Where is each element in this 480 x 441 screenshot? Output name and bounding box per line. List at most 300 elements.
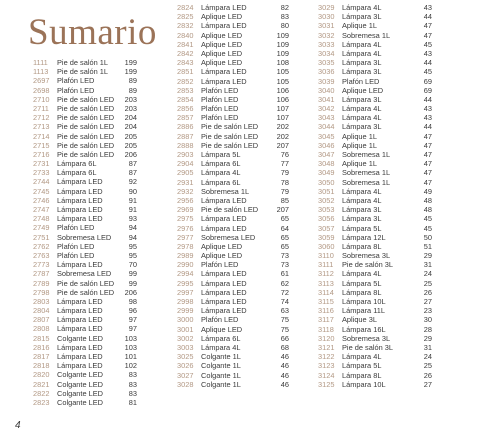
entry-code: 2853 [177,85,194,95]
entry-page: 26 [423,370,432,380]
entry-code: 2698 [33,85,50,95]
entry-name: Lámpara LED [201,3,247,12]
entry-name: Sobremesa 1L [342,168,391,178]
entry-page: 44 [423,94,432,104]
entry-name: Lámpara LED [57,260,103,270]
entry-page: 65 [280,232,289,242]
entry-name: Plafón LED [201,94,239,104]
entry-page: 69 [423,85,432,95]
entry-name: Lámpara LED [57,177,103,187]
entry-code: 2841 [177,39,194,49]
entry-name: Lámpara 5L [201,150,241,159]
entry-name: Lámpara LED [57,296,103,306]
entry-code: 2815 [33,333,50,343]
entry-page: 75 [280,315,289,325]
entry-page: 105 [276,67,289,77]
entry-page: 109 [276,30,289,40]
entry-page: 29 [423,333,432,343]
entry-code: 2745 [33,186,50,196]
entry-page: 91 [128,195,137,205]
entry-code: 2932 [177,186,194,196]
entry-code: 2887 [177,131,194,141]
entry-code: 3045 [318,131,335,141]
entry-page: 206 [124,287,137,297]
entry-page: 69 [423,76,432,86]
entry-name: Pie de salón LED [57,287,115,297]
entry-code: 2747 [33,205,50,214]
entry-code: 3040 [318,85,335,95]
entry-name: Aplique 1L [342,140,377,150]
entry-name: Lámpara LED [57,342,103,352]
entry-page: 47 [423,131,432,141]
entry-name: Lámpara 6L [201,333,241,343]
entry-code: 2787 [33,269,50,279]
entry-name: Lámpara 3L [342,205,382,215]
entry-page: 31 [423,260,432,270]
entry-page: 30 [423,315,432,325]
entry-page: 95 [128,241,137,251]
entry-name: Aplique LED [201,251,243,261]
entry-name: Sobremesa 1L [201,186,250,196]
entry-code: 2852 [177,76,194,86]
entry-page: 99 [128,278,137,288]
entry-code: 2713 [33,122,50,132]
entry-name: Colgante LED [57,397,104,407]
entry-code: 3120 [318,333,335,343]
entry-page: 29 [423,251,432,261]
entry-code: 3033 [318,39,335,49]
entry-page: 45 [423,223,432,233]
entry-code: 2851 [177,67,194,77]
entry-code: 2824 [177,3,194,12]
entry-name: Pie de salón LED [57,278,115,288]
entry-name: Lámpara 5L [342,278,382,288]
entry-name: Lámpara 4L [342,39,382,49]
entry-page: 73 [280,260,289,270]
entry-page: 107 [276,113,289,123]
entry-code: 3042 [318,104,335,114]
entry-page: 199 [124,58,137,67]
entry-page: 205 [124,140,137,150]
entry-name: Lámpara 4L [201,342,241,352]
entry-page: 107 [276,104,289,114]
entry-code: 2711 [33,103,49,113]
entry-name: Pie de salón LED [57,140,115,150]
entry-page: 203 [124,103,137,113]
entry-code: 2731 [33,159,50,169]
entry-page: 101 [124,352,137,361]
entry-name: Plafón LED [57,223,95,233]
entry-page: 81 [128,397,137,407]
entry-page: 70 [128,260,137,270]
entry-code: 3029 [318,3,335,12]
entry-code: 3039 [318,76,335,86]
entry-code: 2989 [177,251,194,261]
entry-name: Pie de salón 3L [342,342,393,352]
entry-page: 46 [280,370,289,380]
entry-code: 2789 [33,278,50,288]
entry-name: Aplique LED [201,12,243,22]
entry-page: 24 [423,352,432,362]
entry-page: 95 [128,250,137,260]
entry-page: 47 [423,30,432,40]
entry-code: 2905 [177,168,194,178]
entry-name: Lámpara LED [201,223,247,233]
entry-code: 2748 [33,214,50,224]
entry-page: 46 [280,379,289,389]
entry-page: 97 [128,324,137,334]
entry-code: 3117 [318,315,334,325]
entry-code: 2995 [177,278,194,288]
entry-name: Sobremesa 3L [342,333,391,343]
entry-name: Lámpara 4L [201,168,241,178]
entry-page: 48 [423,205,432,215]
entry-page: 83 [128,379,137,389]
entry-code: 2715 [33,140,50,150]
entry-name: Colgante 1L [201,352,241,362]
entry-name: Plafón LED [57,76,95,86]
entry-name: Pie de salón LED [201,131,259,141]
entry-name: Aplique 1L [342,159,377,169]
entry-page: 202 [276,122,289,132]
entry-page: 45 [423,214,432,224]
entry-page: 31 [423,342,432,352]
entry-page: 90 [128,186,137,196]
entry-code: 3123 [318,361,335,371]
entry-code: 2820 [33,370,50,380]
entry-name: Aplique LED [201,48,243,58]
entry-code: 2857 [177,113,194,123]
entry-name: Colgante LED [57,333,104,343]
entry-page: 43 [423,104,432,114]
entry-page: 47 [423,140,432,150]
entry-name: Sobremesa LED [57,232,112,242]
entry-page: 203 [124,94,137,104]
entry-name: Pie de salón 1L [57,58,108,67]
entry-name: Lámpara 6L [201,159,241,169]
entry-page: 46 [280,361,289,371]
page-number: 4 [15,420,21,431]
entry-name: Pie de salón LED [57,103,115,113]
entry-code: 2931 [177,177,194,187]
entry-name: Colgante 1L [201,370,241,380]
entry-page: 65 [280,241,289,251]
entry-name: Lámpara 5L [342,223,382,233]
entry-page: 50 [423,232,432,242]
entry-code: 3000 [177,315,194,325]
entry-name: Lámpara 8L [342,241,382,251]
entry-name: Lámpara LED [201,287,247,297]
entry-code: 2888 [177,140,194,150]
entry-page: 49 [423,186,432,196]
entry-name: Lámpara LED [201,76,247,86]
entry-code: 2762 [33,241,50,251]
entry-code: 3056 [318,214,335,224]
entry-code: 3060 [318,241,335,251]
entry-page: 23 [423,306,432,316]
entry-code: 3111 [318,260,334,270]
entry-code: 2804 [33,306,50,316]
entry-code: 2798 [33,287,50,297]
entry-name: Lámpara LED [201,306,247,316]
entry-name: Colgante 1L [201,361,241,371]
entry-code: 2998 [177,297,194,306]
entry-name: Plafón LED [57,241,95,251]
entry-name: Lámpara 16L [342,324,386,334]
entry-name: Aplique LED [201,30,243,40]
entry-page: 82 [280,3,289,12]
entry-name: Pie de salón LED [57,122,115,132]
entry-name: Pie de salón LED [201,122,259,132]
entry-page: 91 [128,205,137,214]
entry-name: Sobremesa LED [57,269,112,279]
entry-name: Lámpara 6L [57,168,97,178]
entry-page: 72 [280,287,289,297]
entry-code: 3025 [177,352,194,362]
entry-page: 109 [276,48,289,58]
entry-name: Sobremesa 1L [342,150,391,159]
entry-name: Sobremesa LED [201,232,256,242]
entry-code: 2710 [33,94,50,104]
entry-code: 2823 [33,397,50,407]
entry-name: Lámpara 4L [342,113,382,123]
entry-code: 2886 [177,122,194,132]
entry-page: 207 [276,140,289,150]
entry-code: 3028 [177,379,194,389]
entry-code: 3003 [177,342,194,352]
entry-code: 2746 [33,195,50,205]
entry-name: Lámpara 6L [201,177,241,187]
entry-code: 3035 [318,58,335,68]
entry-page: 93 [128,214,137,224]
entry-page: 109 [276,39,289,49]
entry-name: Aplique 1L [342,131,377,141]
entry-code: 2956 [177,195,194,205]
entry-code: 2856 [177,104,194,114]
entry-name: Lámpara LED [57,315,103,325]
entry-name: Lámpara 3L [342,58,382,68]
entry-code: 2712 [33,113,50,123]
entry-page: 63 [280,306,289,316]
entry-page: 83 [280,12,289,22]
entry-page: 87 [128,168,137,178]
entry-page: 92 [128,177,137,187]
entry-code: 2832 [177,21,194,31]
entry-name: Lámpara 4L [342,195,382,205]
entry-code: 1111 [33,58,48,67]
entry-code: 2903 [177,150,194,159]
entry-code: 2976 [177,223,194,233]
entry-name: Plafón LED [201,260,239,270]
entry-page: 47 [423,168,432,178]
entry-name: Aplique LED [201,324,243,334]
entry-page: 98 [128,296,137,306]
entry-name: Lámpara LED [57,324,103,334]
entry-code: 3115 [318,297,334,306]
entry-code: 3059 [318,232,335,242]
entry-name: Lámpara LED [57,195,103,205]
entry-page: 206 [124,149,137,159]
entry-code: 2821 [33,379,50,389]
entry-page: 68 [280,342,289,352]
entry-page: 103 [124,333,137,343]
entry-code: 2975 [177,214,194,224]
entry-name: Plafón LED [201,113,239,123]
entry-code: 2840 [177,30,194,40]
entry-code: 3041 [318,94,335,104]
entry-name: Lámpara LED [57,306,103,316]
entry-page: 47 [423,177,432,187]
entry-name: Lámpara 3L [342,94,382,104]
entry-page: 65 [280,214,289,224]
entry-code: 2714 [33,131,50,141]
entry-name: Lámpara 4L [342,3,382,12]
entry-code: 2825 [177,12,194,22]
entry-code: 3113 [318,278,334,288]
entry-name: Lámpara LED [57,186,103,196]
entry-page: 26 [423,287,432,297]
entry-page: 106 [276,85,289,95]
entry-page: 45 [423,67,432,77]
entry-page: 44 [423,12,432,22]
entry-name: Lámpara 8L [342,287,382,297]
entry-name: Plafón LED [342,76,380,86]
entry-name: Plafón LED [201,315,239,325]
entry-page: 97 [128,315,137,325]
entry-page: 25 [423,361,432,371]
entry-page: 47 [423,150,432,159]
entry-page: 85 [280,195,289,205]
entry-page: 73 [280,251,289,261]
entry-name: Lámpara 4L [342,48,382,58]
entry-code: 2697 [33,76,50,86]
entry-code: 3116 [318,306,334,316]
entry-code: 3051 [318,186,335,196]
entry-code: 2733 [33,168,50,178]
entry-code: 2822 [33,388,50,398]
entry-code: 3002 [177,333,194,343]
entry-page: 51 [423,241,432,251]
entry-code: 3114 [318,287,334,297]
entry-code: 2978 [177,241,194,251]
entry-page: 45 [423,39,432,49]
entry-page: 89 [128,76,137,86]
entry-code: 3047 [318,150,335,159]
entry-page: 61 [280,269,289,279]
entry-code: 3036 [318,67,335,77]
entry-page: 47 [423,21,432,31]
entry-page: 43 [423,48,432,58]
entry-code: 2763 [33,250,50,260]
entry-name: Lámpara 3L [342,122,382,132]
entry-page: 207 [276,205,289,215]
entry-name: Sobremesa 1L [342,177,391,187]
entry-name: Lámpara 3L [342,214,382,224]
entry-code: 2716 [33,149,50,159]
entry-code: 2818 [33,361,50,371]
entry-code: 3027 [177,370,194,380]
entry-page: 27 [423,379,432,389]
entry-name: Sobremesa 3L [342,251,391,261]
entry-code: 2808 [33,324,50,334]
entry-code: 3110 [318,251,334,261]
entry-code: 3118 [318,324,334,334]
entry-name: Lámpara 11L [342,306,386,316]
entry-page: 43 [423,3,432,12]
entry-page: 78 [280,177,289,187]
entry-name: Lámpara LED [201,278,247,288]
entry-page: 87 [128,159,137,169]
entry-name: Plafón LED [201,104,239,114]
entry-name: Lámpara LED [201,214,247,224]
entry-name: Lámpara LED [57,214,103,224]
entry-page: 25 [423,278,432,288]
entry-page: 83 [128,388,137,398]
entry-name: Lámpara LED [201,195,247,205]
entry-name: Plafón LED [201,85,239,95]
entry-page: 47 [423,159,432,169]
entry-code: 2817 [33,352,50,361]
entry-page: 205 [124,131,137,141]
entry-code: 3121 [318,342,335,352]
entry-code: 3032 [318,30,335,40]
entry-page: 66 [280,333,289,343]
entry-name: Colgante 1L [201,379,241,389]
entry-page: 79 [280,168,289,178]
entry-page: 103 [124,342,137,352]
entry-name: Lámpara 6L [57,159,97,169]
entry-page: 89 [128,85,137,95]
entry-page: 94 [128,223,137,233]
entry-code: 3124 [318,370,335,380]
entry-name: Colgante LED [57,379,104,389]
entry-page: 105 [276,76,289,86]
entry-page: 106 [276,94,289,104]
entry-page: 77 [280,159,289,169]
entry-code: 2842 [177,48,194,58]
entry-code: 2843 [177,58,194,68]
entry-code: 3057 [318,223,335,233]
entry-name: Lámpara 4L [342,269,382,279]
entry-name: Pie de salón LED [201,205,259,215]
entry-code: 2854 [177,94,194,104]
entry-name: Lámpara 8L [342,370,382,380]
entry-name: Lámpara 3L [342,67,382,77]
entry-name: Lámpara 5L [342,361,382,371]
entry-page: 44 [423,58,432,68]
entry-name: Colgante LED [57,370,104,380]
entry-name: Aplique LED [201,241,243,251]
entry-code: 3044 [318,122,335,132]
entry-code: 2749 [33,223,50,233]
entry-code: 2773 [33,260,50,270]
entry-code: 2807 [33,315,50,325]
entry-name: Lámpara LED [57,205,103,214]
entry-code: 3053 [318,205,335,215]
entry-code: 2990 [177,260,194,270]
entry-name: Lámpara 12L [342,232,386,242]
entry-name: Plafón LED [57,85,95,95]
entry-name: Sobremesa 1L [342,30,391,40]
entry-code: 2803 [33,296,50,306]
entry-name: Lámpara LED [201,67,247,77]
entry-code: 3026 [177,361,194,371]
entry-code: 1113 [33,67,49,77]
entry-page: 80 [280,21,289,31]
entry-name: Lámpara LED [201,269,247,279]
entry-name: Aplique 3L [342,315,377,325]
entry-name: Lámpara 4L [342,104,382,114]
